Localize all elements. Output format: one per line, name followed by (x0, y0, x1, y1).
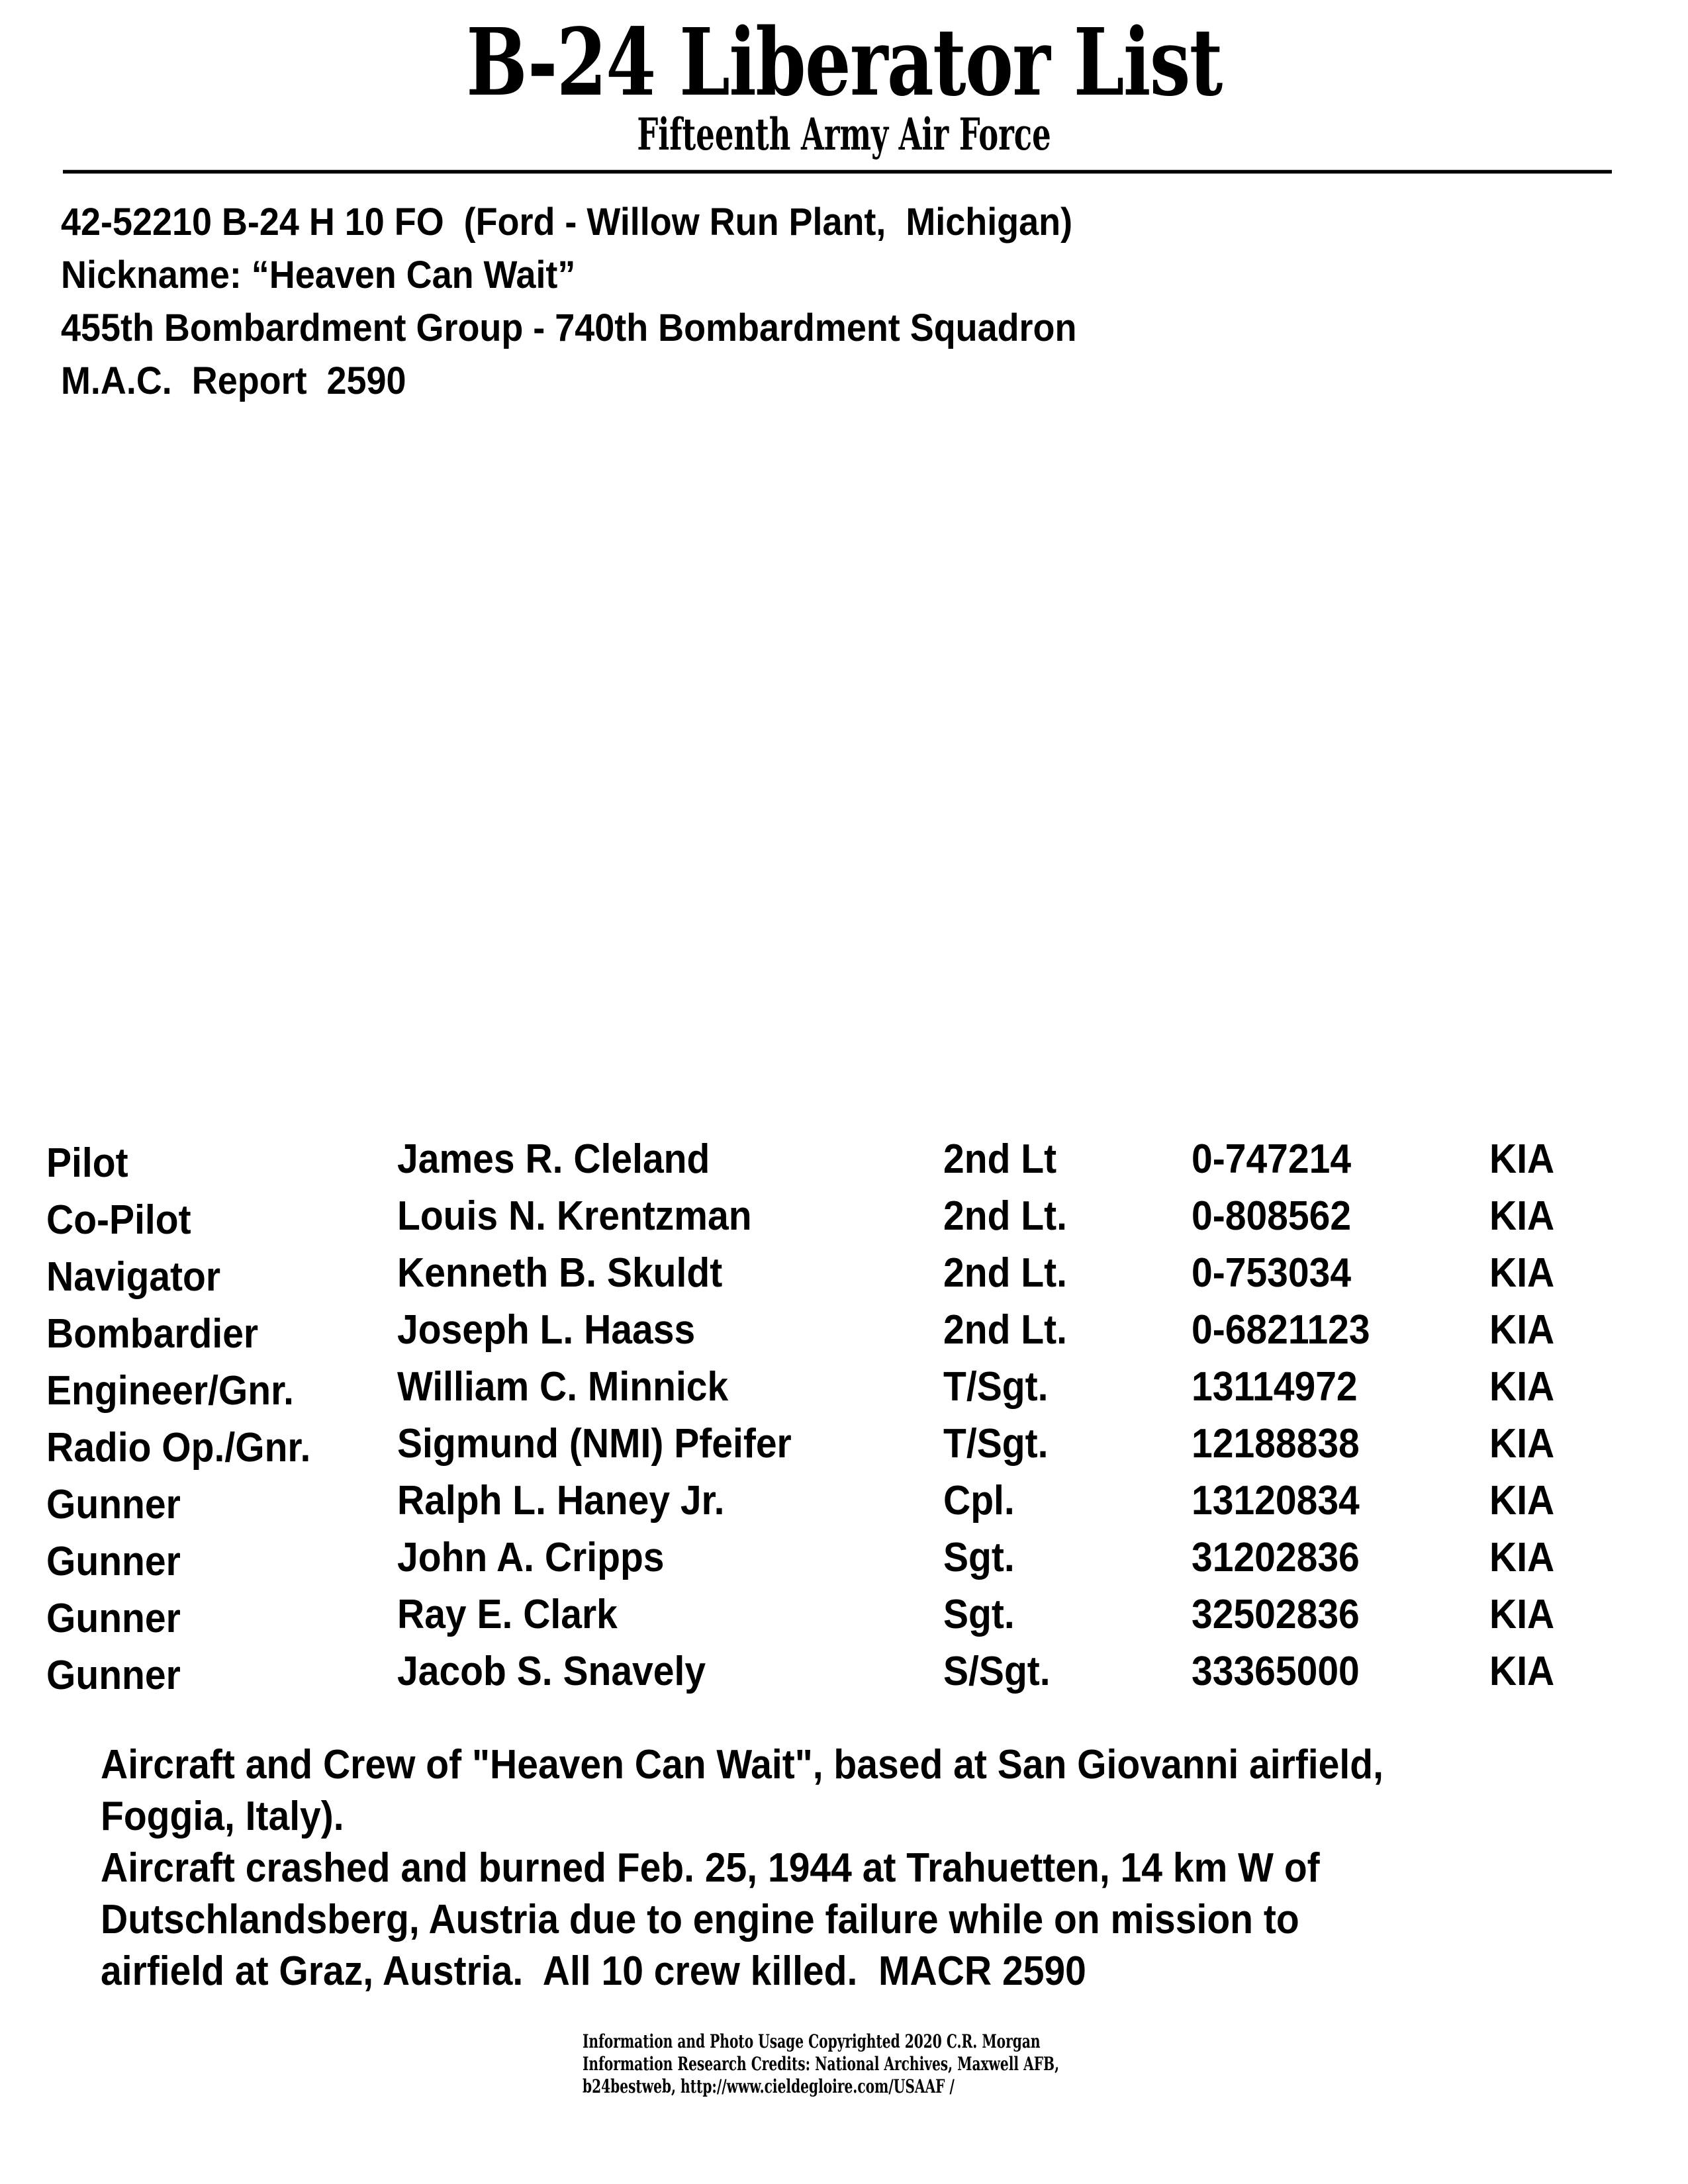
crew-row (46, 1645, 1589, 1702)
crew-status-cell (1489, 1304, 1589, 1361)
narrative-line: Dutschlandsberg, Austria due to engine failure while on mission to (101, 1897, 1299, 1942)
crew-role: Gunner (46, 1539, 181, 1584)
crew-role: Navigator (46, 1254, 221, 1300)
aircraft-nickname-line: Nickname: “Heaven Can Wait” (61, 253, 576, 296)
crew-name: Louis N. Krentzman (397, 1193, 752, 1239)
crew-serial: 0-747214 (1192, 1136, 1352, 1182)
crew-serial-cell (1192, 1133, 1489, 1190)
crew-role-cell (46, 1531, 397, 1588)
crew-rank: 2nd Lt. (943, 1307, 1067, 1353)
crew-serial-cell (1192, 1247, 1489, 1304)
crew-role-cell (46, 1247, 397, 1304)
crew-status-cell (1489, 1247, 1589, 1304)
crew-role-cell (46, 1645, 397, 1702)
crew-rank: Sgt. (943, 1592, 1015, 1637)
credits (583, 2030, 1244, 2098)
crew-status-cell (1489, 1418, 1589, 1475)
crew-status-cell (1489, 1531, 1589, 1588)
credit-line: b24bestweb, http://www.cieldegloire.com/USAAF / (583, 2075, 955, 2097)
crew-name-cell (397, 1588, 943, 1645)
crew-row (46, 1588, 1589, 1645)
crew-role-cell (46, 1133, 397, 1190)
crew-rank: S/Sgt. (943, 1649, 1051, 1694)
crew-role-cell (46, 1588, 397, 1645)
crew-status-cell (1489, 1645, 1589, 1702)
crew-name: Sigmund (NMI) Pfeifer (397, 1421, 792, 1467)
crew-serial-cell (1192, 1588, 1489, 1645)
aircraft-info (61, 196, 1153, 408)
crew-name: Ray E. Clark (397, 1592, 618, 1637)
crew-status: KIA (1489, 1136, 1555, 1182)
crew-role: Pilot (46, 1140, 128, 1186)
crew-rank-cell (943, 1304, 1192, 1361)
narrative-line: airfield at Graz, Austria. All 10 crew killed. MACR 2590 (101, 1948, 1086, 1994)
crew-serial-cell (1192, 1531, 1489, 1588)
crew-status: KIA (1489, 1364, 1555, 1410)
crew-name-cell (397, 1190, 943, 1247)
crew-name: William C. Minnick (397, 1364, 729, 1410)
crew-role-cell (46, 1361, 397, 1418)
crew-rank-cell (943, 1475, 1192, 1531)
crew-serial-cell (1192, 1645, 1489, 1702)
crew-serial-cell (1192, 1361, 1489, 1418)
crew-name: Jacob S. Snavely (397, 1649, 706, 1694)
crew-serial: 12188838 (1192, 1421, 1360, 1467)
crew-table (46, 1133, 1589, 1702)
crew-status: KIA (1489, 1421, 1555, 1467)
crew-row (46, 1247, 1589, 1304)
crew-serial: 31202836 (1192, 1535, 1360, 1580)
page-title: B-24 Liberator List (466, 9, 1222, 117)
crew-row (46, 1304, 1589, 1361)
crew-name: John A. Cripps (397, 1535, 665, 1580)
crew-role: Radio Op./Gnr. (46, 1425, 311, 1471)
crew-rank-cell (943, 1247, 1192, 1304)
crew-rank-cell (943, 1361, 1192, 1418)
crew-serial: 33365000 (1192, 1649, 1360, 1694)
narrative (101, 1739, 1623, 1997)
crew-role: Gunner (46, 1482, 181, 1527)
crew-rank-cell (943, 1588, 1192, 1645)
crew-serial: 13114972 (1192, 1364, 1358, 1410)
crew-serial: 0-753034 (1192, 1250, 1352, 1296)
aircraft-report-line: M.A.C. Report 2590 (61, 359, 406, 402)
crew-role-cell (46, 1190, 397, 1247)
crew-name-cell (397, 1475, 943, 1531)
crew-name-cell (397, 1304, 943, 1361)
aircraft-unit-line: 455th Bombardment Group - 740th Bombardment Squadron (61, 306, 1077, 349)
crew-status-cell (1489, 1190, 1589, 1247)
narrative-line: Foggia, Italy). (101, 1794, 344, 1839)
crew-serial-cell (1192, 1190, 1489, 1247)
crew-status-cell (1489, 1588, 1589, 1645)
photo-placeholder (61, 424, 1610, 1112)
crew-serial: 32502836 (1192, 1592, 1360, 1637)
header-divider (63, 169, 1612, 174)
crew-rank-cell (943, 1531, 1192, 1588)
crew-name-cell (397, 1418, 943, 1475)
crew-rank: 2nd Lt (943, 1136, 1057, 1182)
crew-serial: 0-6821123 (1192, 1307, 1370, 1353)
crew-row (46, 1133, 1589, 1190)
crew-role: Co-Pilot (46, 1197, 191, 1243)
crew-status: KIA (1489, 1649, 1555, 1694)
crew-role-cell (46, 1475, 397, 1531)
crew-name: Joseph L. Haass (397, 1307, 696, 1353)
crew-role: Gunner (46, 1653, 181, 1698)
crew-name-cell (397, 1133, 943, 1190)
crew-name: Ralph L. Haney Jr. (397, 1478, 725, 1524)
narrative-line: Aircraft crashed and burned Feb. 25, 1944 at Trahuetten, 14 km W of (101, 1845, 1320, 1891)
crew-serial: 0-808562 (1192, 1193, 1352, 1239)
page-subtitle: Fifteenth Army Air Force (637, 109, 1051, 160)
crew-role: Engineer/Gnr. (46, 1368, 295, 1414)
crew-rank: T/Sgt. (943, 1364, 1049, 1410)
crew-status-cell (1489, 1361, 1589, 1418)
crew-serial: 13120834 (1192, 1478, 1360, 1524)
crew-role-cell (46, 1418, 397, 1475)
narrative-line: Aircraft and Crew of "Heaven Can Wait", based at San Giovanni airfield, (101, 1742, 1383, 1788)
crew-rank-cell (943, 1645, 1192, 1702)
crew-status: KIA (1489, 1307, 1555, 1353)
crew-rank-cell (943, 1418, 1192, 1475)
crew-rank-cell (943, 1133, 1192, 1190)
crew-role: Gunner (46, 1596, 181, 1641)
crew-status: KIA (1489, 1535, 1555, 1580)
crew-row (46, 1361, 1589, 1418)
crew-status: KIA (1489, 1193, 1555, 1239)
crew-name-cell (397, 1531, 943, 1588)
crew-rank-cell (943, 1190, 1192, 1247)
crew-row (46, 1531, 1589, 1588)
crew-serial-cell (1192, 1304, 1489, 1361)
crew-rank: Sgt. (943, 1535, 1015, 1580)
crew-role: Bombardier (46, 1311, 259, 1357)
crew-row (46, 1475, 1589, 1531)
crew-serial-cell (1192, 1418, 1489, 1475)
crew-status-cell (1489, 1133, 1589, 1190)
crew-name: James R. Cleland (397, 1136, 710, 1182)
crew-rank: 2nd Lt. (943, 1193, 1067, 1239)
crew-rank: 2nd Lt. (943, 1250, 1067, 1296)
crew-name: Kenneth B. Skuldt (397, 1250, 723, 1296)
crew-name-cell (397, 1361, 943, 1418)
crew-role-cell (46, 1304, 397, 1361)
aircraft-serial-line: 42-52210 B-24 H 10 FO (Ford - Willow Run Plant, Michigan) (61, 201, 1073, 244)
crew-status: KIA (1489, 1250, 1555, 1296)
crew-row (46, 1418, 1589, 1475)
crew-status: KIA (1489, 1592, 1555, 1637)
crew-rank: T/Sgt. (943, 1421, 1049, 1467)
crew-name-cell (397, 1247, 943, 1304)
crew-serial-cell (1192, 1475, 1489, 1531)
credit-line: Information Research Credits: National Archives, Maxwell AFB, (583, 2053, 1060, 2075)
crew-name-cell (397, 1645, 943, 1702)
crew-row (46, 1190, 1589, 1247)
crew-status: KIA (1489, 1478, 1555, 1524)
crew-status-cell (1489, 1475, 1589, 1531)
credit-line: Information and Photo Usage Copyrighted 2020 C.R. Morgan (583, 2030, 1041, 2052)
crew-rank: Cpl. (943, 1478, 1015, 1524)
